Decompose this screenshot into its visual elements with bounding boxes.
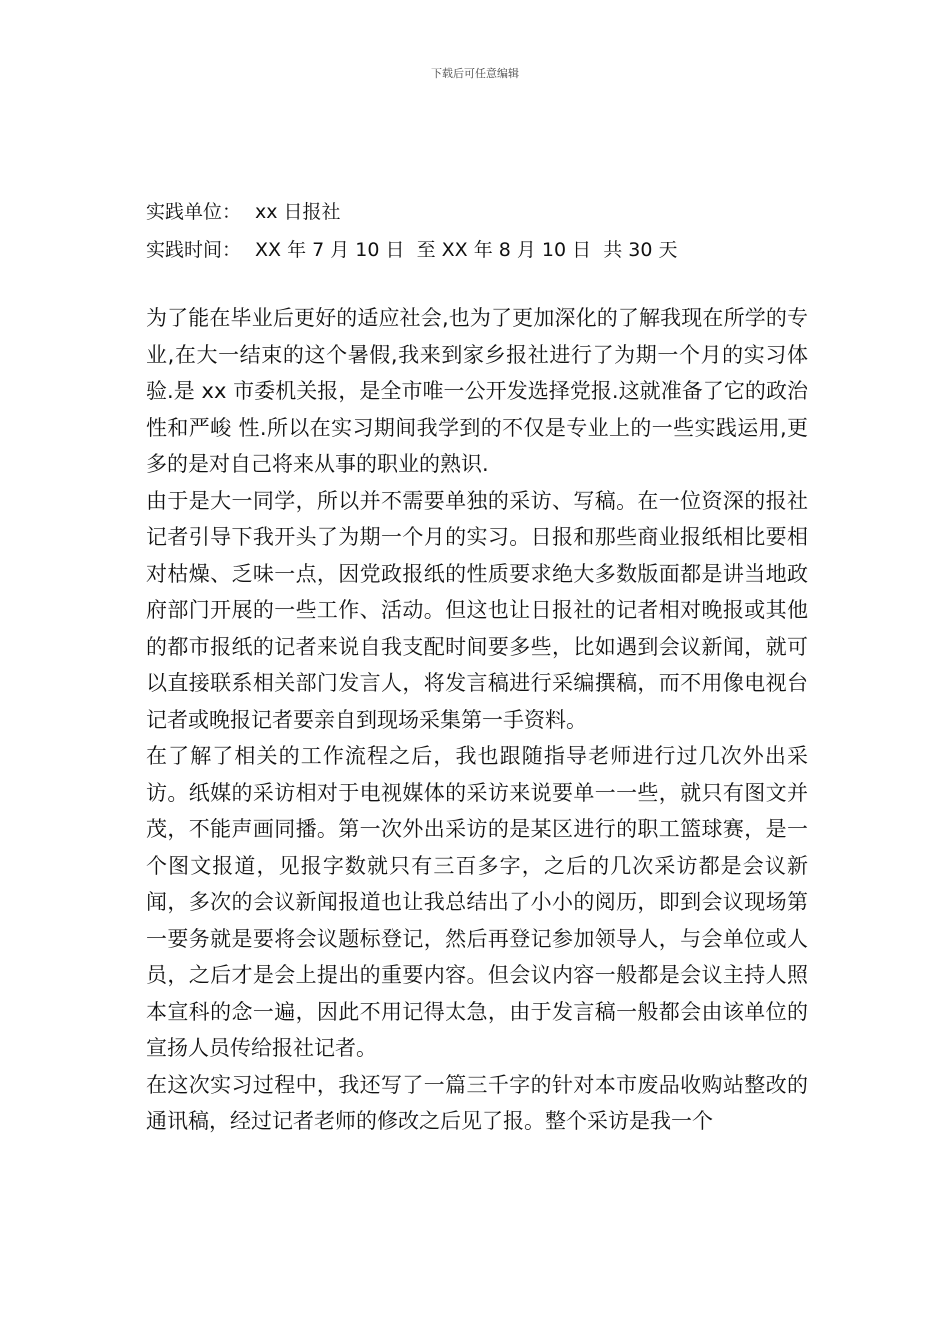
- practice-time-label: 实践时间：: [146, 239, 242, 261]
- practice-time-value: XX 年 7 月 10 日 至 XX 年 8 月 10 日 共 30 天: [255, 239, 678, 261]
- practice-unit-label: 实践单位：: [146, 201, 242, 223]
- practice-time-line: [146, 231, 846, 269]
- paragraph: 由于是大一同学，所以并不需要单独的采访、写稿。在一位资深的报社记者引导下我开头了为期一个月的实习。日报和那些商业报纸相比要相对枯燥、乏味一点，因党政报纸的性质要求绝大多数版面都是讲当地政府部门开展的一些工作、活动。但这也让日报社的记者相对晚报或其他的都市报纸的记者来说自我支配时间要多些，比如遇到会议新闻，就可以直接联系相关部门发言人，将发言稿进行采编撰稿，而不用像电视台记者或晚报记者要亲自到现场采集第一手资料。: [146, 488, 808, 732]
- practice-unit-line: [146, 193, 846, 231]
- practice-info: [146, 193, 846, 269]
- paragraph: 为了能在毕业后更好的适应社会,也为了更加深化的了解我现在所学的专业,在大一结束的这个暑假,我来到家乡报社进行了为期一个月的实习体验.是 xx 市委机关报，是全市唯一公开发选择党报.这就准备了它的政治性和严峻 性.所以在实习期间我学到的不仅是专业上的一些实践运用,更多的是对自己将来从事的职业的熟识.: [146, 306, 808, 476]
- paragraph: 在这次实习过程中，我还写了一篇三千字的针对本市废品收购站整改的通讯稿，经过记者老师的修改之后见了报。整个采访是我一个: [146, 1072, 808, 1133]
- header-note: 下载后可任意编辑: [431, 67, 519, 80]
- practice-unit-value: xx 日报社: [255, 201, 341, 223]
- paragraph: 在了解了相关的工作流程之后，我也跟随指导老师进行过几次外出采访。纸媒的采访相对于电视媒体的采访来说要单一一些，就只有图文并茂，不能声画同播。第一次外出采访的是某区进行的职工篮球赛，是一个图文报道，见报字数就只有三百多字，之后的几次采访都是会议新闻，多次的会议新闻报道也让我总结出了小小的阅历，即到会议现场第一要务就是要将会议题标登记，然后再登记参加领导人，与会单位或人员，之后才是会上提出的重要内容。但会议内容一般都是会议主持人照本宣科的念一遍，因此不用记得太急，由于发言稿一般都会由该单位的宣扬人员传给报社记者。: [146, 744, 808, 1060]
- body-text: [146, 300, 808, 1140]
